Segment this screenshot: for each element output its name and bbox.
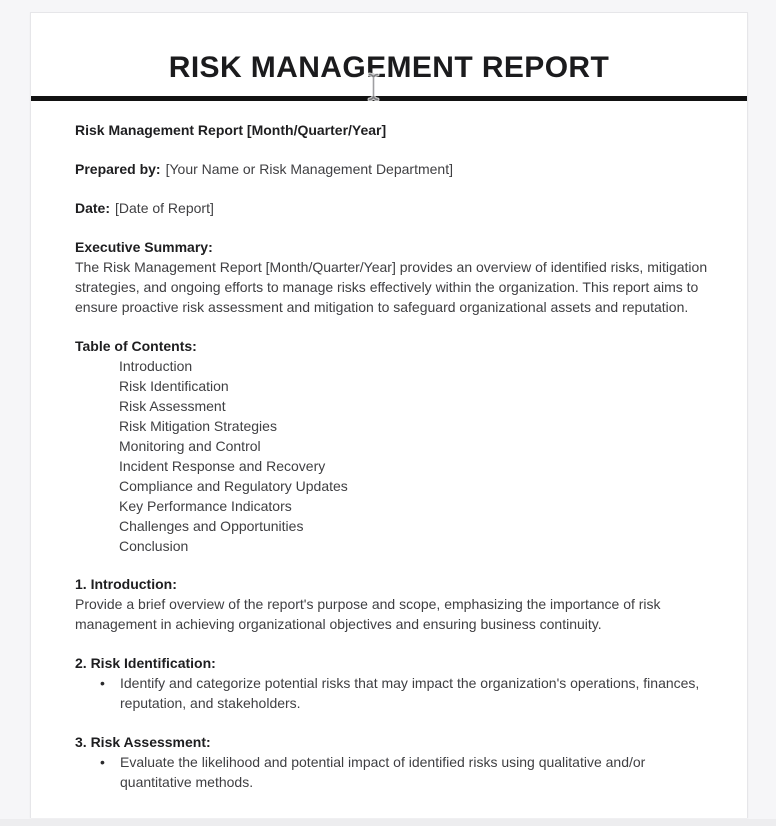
section-1-text: Provide a brief overview of the report's purpose and scope, emphasizing the importance of risk management in achieving organizational objectives and ensuring business continuity. [75,596,661,632]
section-2-heading: 2. Risk Identification: [75,655,216,671]
toc-item: Risk Mitigation Strategies [119,418,277,434]
date-value: [Date of Report] [115,200,214,216]
prepared-by-label: Prepared by: [75,161,161,177]
document-title: RISK MANAGEMENT REPORT [168,51,610,84]
document-body [31,101,747,792]
section-1-heading: 1. Introduction: [75,576,177,592]
executive-summary-heading: Executive Summary: [75,239,213,255]
toc-list [75,356,711,556]
executive-summary-text: The Risk Management Report [Month/Quarter/Year] provides an overview of identified risks, mitigation strategies, and ongoing efforts to manage risks effectively within the organization. This report aims to ensure proactive risk assessment and mitigation to safeguard organizational assets and reputation. [75,259,708,315]
document-page[interactable] [30,12,748,818]
date-label: Date: [75,200,111,216]
toc-item: Risk Assessment [119,398,226,414]
toc-item: Incident Response and Recovery [119,458,326,474]
bullet-item: • Identify and categorize potential risks that may impact the organization's operations, finances, reputation, and stakeholders. [75,673,711,713]
page-bottom-gap [0,819,776,826]
toc-item: Key Performance Indicators [119,498,292,514]
section-3-heading: 3. Risk Assessment: [75,734,211,750]
toc-item: Introduction [119,358,193,374]
bullet-item: • Evaluate the likelihood and potential impact of identified risks using qualitative and/or quantitative methods. [75,752,711,792]
prepared-by-line [75,159,711,179]
toc-heading: Table of Contents: [75,338,197,354]
date-line [75,198,711,218]
prepared-by-value: [Your Name or Risk Management Department] [165,161,453,177]
section-2-bullets [75,673,711,713]
toc-item: Challenges and Opportunities [119,518,304,534]
toc-item: Monitoring and Control [119,438,261,454]
section-3-bullets [75,752,711,792]
toc-item: Compliance and Regulatory Updates [119,478,348,494]
toc-item: Risk Identification [119,378,229,394]
report-heading: Risk Management Report [Month/Quarter/Year] [75,122,387,138]
toc-item: Conclusion [119,538,189,554]
